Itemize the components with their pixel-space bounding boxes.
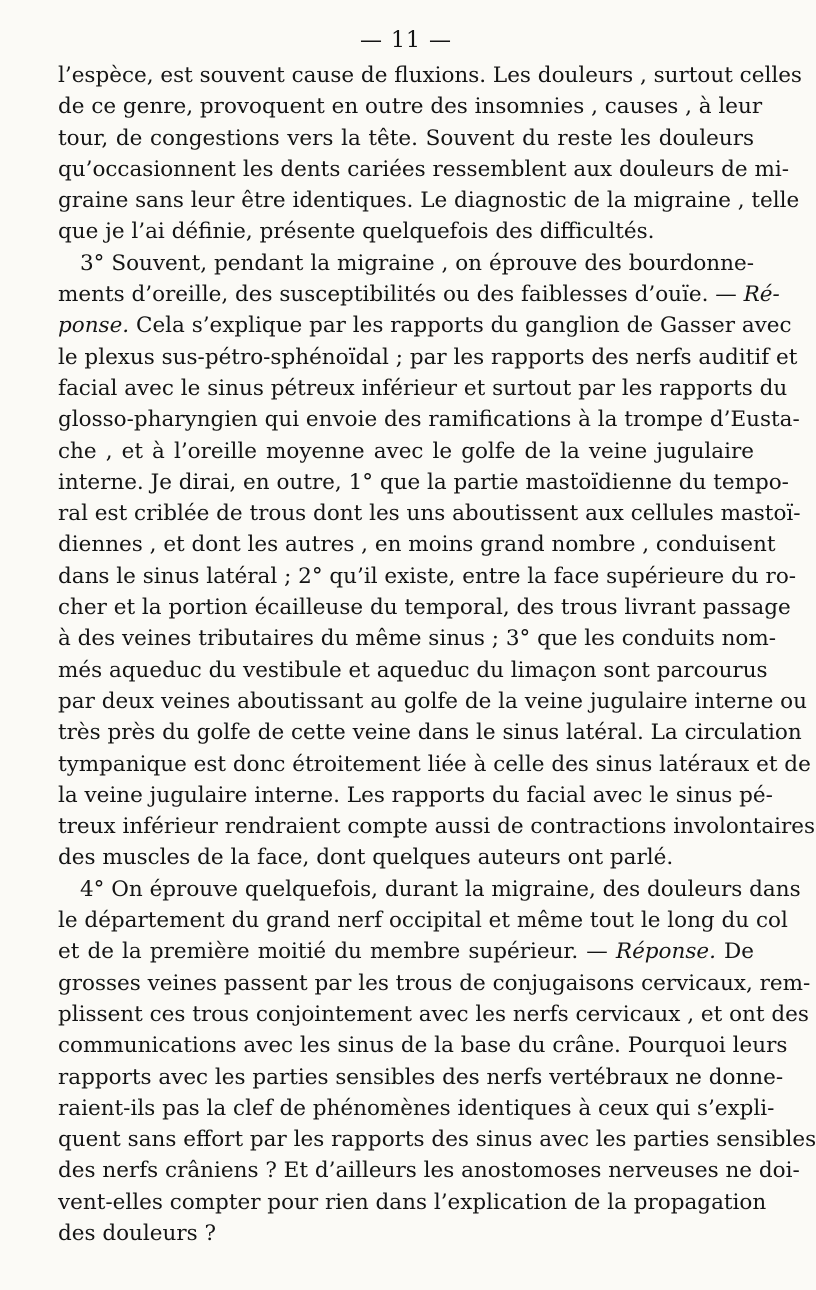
text-line: quent sans effort par les rapports des sinus avec les parties sensibles bbox=[58, 1127, 816, 1153]
text-line: ral est criblée de trous dont les uns aboutissent aux cellules mastoï- bbox=[58, 501, 801, 527]
text-line: més aqueduc du vestibule et aqueduc du limaçon sont parcourus bbox=[58, 657, 768, 683]
text-line: des muscles de la face, dont quelques auteurs ont parlé. bbox=[58, 845, 674, 871]
text-line: grosses veines passent par les trous de conjugaisons cervicaux, rem- bbox=[58, 970, 811, 996]
text-line: des nerfs crâniens ? Et d’ailleurs les anostomoses nerveuses ne doi- bbox=[58, 1158, 800, 1184]
paragraph-1 bbox=[58, 60, 802, 248]
text-line: interne. Je dirai, en outre, 1° que la partie mastoïdienne du tempo- bbox=[58, 469, 789, 495]
text-line: dans le sinus latéral ; 2° qu’il existe, entre la face supérieure du ro- bbox=[58, 563, 797, 589]
text-line: le département du grand nerf occipital et même tout le long du col bbox=[58, 908, 788, 934]
text-line: à des veines tributaires du même sinus ; 3° que les conduits nom- bbox=[58, 626, 777, 652]
text-line: par deux veines aboutissant au golfe de la veine jugulaire interne ou bbox=[58, 688, 807, 714]
text-line: que je l’ai définie, présente quelquefois des difficultés. bbox=[58, 219, 655, 245]
text-line: 3° Souvent, pendant la migraine , on éprouve des bourdonne- bbox=[80, 250, 754, 276]
text-line: tympanique est donc étroitement liée à celle des sinus latéraux et de bbox=[58, 751, 811, 777]
text-line: de ce genre, provoquent en outre des insomnies , causes , à leur bbox=[58, 94, 763, 120]
text-line: ponse. Cela s’explique par les rapports du ganglion de Gasser avec bbox=[58, 313, 792, 339]
text-line: ments d’oreille, des susceptibilités ou des faiblesses d’ouïe. — Ré- bbox=[58, 282, 780, 308]
text-line: rapports avec les parties sensibles des nerfs vertébraux ne donne- bbox=[58, 1064, 784, 1090]
text-line: cher et la portion écailleuse du temporal, des trous livrant passage bbox=[58, 595, 791, 621]
text-line: 4° On éprouve quelquefois, durant la migraine, des douleurs dans bbox=[80, 876, 801, 902]
text-line: vent-elles compter pour rien dans l’explication de la propagation bbox=[58, 1189, 767, 1215]
text-line: tour, de congestions vers la tête. Souvent du reste les douleurs bbox=[58, 125, 754, 151]
text-line: l’espèce, est souvent cause de fluxions. Les douleurs , surtout celles bbox=[58, 63, 802, 88]
italic-text: ponse. bbox=[58, 313, 130, 339]
text-line: des douleurs ? bbox=[58, 1220, 217, 1246]
italic-text: Réponse. bbox=[615, 939, 716, 965]
text-line: diennes , et dont les autres , en moins grand nombre , conduisent bbox=[58, 532, 776, 558]
paragraph-2 bbox=[58, 248, 816, 874]
text-line: la veine jugulaire interne. Les rapports du facial avec le sinus pé- bbox=[58, 782, 773, 808]
text-line: raient-ils pas la clef de phénomènes identiques à ceux qui s’expli- bbox=[58, 1095, 775, 1121]
text-line: graine sans leur être identiques. Le diagnostic de la migraine , telle bbox=[58, 188, 800, 214]
paragraph-3 bbox=[58, 874, 816, 1250]
text-line: qu’occasionnent les dents cariées ressemblent aux douleurs de mi- bbox=[58, 156, 789, 182]
text-line: facial avec le sinus pétreux inférieur et surtout par les rapports du bbox=[58, 375, 788, 401]
text-line: treux inférieur rendraient compte aussi de contractions involontaires bbox=[58, 814, 816, 840]
text-line: plissent ces trous conjointement avec les nerfs cervicaux , et ont des bbox=[58, 1001, 809, 1027]
text-line: che , et à l’oreille moyenne avec le golfe de la veine jugulaire bbox=[58, 438, 754, 464]
text-line: le plexus sus-pétro-sphénoïdal ; par les rapports des nerfs auditif et bbox=[58, 344, 798, 370]
text-line: très près du golfe de cette veine dans le sinus latéral. La circulation bbox=[58, 720, 802, 746]
italic-text: Ré- bbox=[743, 282, 780, 308]
text-line: et de la première moitié du membre supérieur. — Réponse. De bbox=[58, 939, 755, 965]
text-line: glosso-pharyngien qui envoie des ramifications à la trompe d’Eusta- bbox=[58, 407, 800, 433]
page-number: — 11 — bbox=[360, 28, 452, 53]
text-line: communications avec les sinus de la base du crâne. Pourquoi leurs bbox=[58, 1033, 788, 1059]
